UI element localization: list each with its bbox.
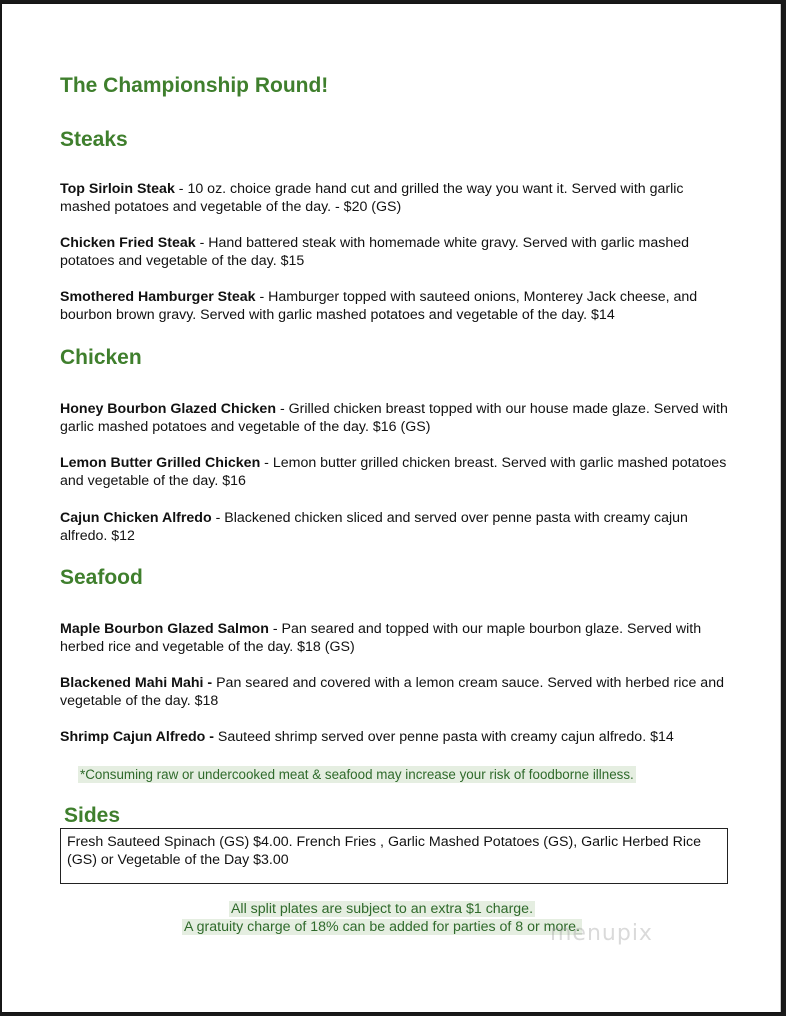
sides-box xyxy=(60,828,728,884)
menu-item xyxy=(60,728,732,746)
menu-item xyxy=(60,454,732,490)
item-description: - Hamburger topped with sauteed onions, Monterey Jack cheese, and bourbon brown gravy. Served with garlic mashed potatoes and vegetable of the day. $14 xyxy=(60,289,698,323)
item-description: - Lemon butter grilled chicken breast. Served with garlic mashed potatoes and vegetable of the day. $16 xyxy=(60,455,727,489)
menu-item xyxy=(60,234,732,270)
item-description: - Hand battered steak with homemade white gravy. Served with garlic mashed potatoes and vegetable of the day. $15 xyxy=(60,235,690,269)
item-name: Lemon Butter Grilled Chicken xyxy=(60,455,261,471)
item-description: - 10 oz. choice grade hand cut and grilled the way you want it. Served with garlic mashed potatoes and vegetable of the day. - $20 (GS) xyxy=(60,181,684,215)
sides-text: Fresh Sauteed Spinach (GS) $4.00. French Fries , Garlic Mashed Potatoes (GS), Garlic Herbed Rice (GS) or Vegetable of the Day $3.00 xyxy=(67,834,701,868)
item-name: Shrimp Cajun Alfredo - xyxy=(60,729,214,745)
food-safety-warning: *Consuming raw or undercooked meat & seafood may increase your risk of foodborne illness. xyxy=(80,767,634,782)
footer-notes xyxy=(152,900,612,936)
split-plate-note: All split plates are subject to an extra $1 charge. xyxy=(230,901,534,917)
item-description: - Blackened chicken sliced and served over penne pasta with creamy cajun alfredo. $12 xyxy=(60,510,688,544)
item-name: Cajun Chicken Alfredo xyxy=(60,510,212,526)
item-description: - Grilled chicken breast topped with our house made glaze. Served with garlic mashed potatoes and vegetable of the day. $16 (GS) xyxy=(60,401,728,435)
section-heading-steaks: Steaks xyxy=(60,128,128,151)
menu-title: The Championship Round! xyxy=(60,74,329,97)
section-heading-seafood: Seafood xyxy=(60,566,143,589)
menu-item xyxy=(60,400,732,436)
menu-page xyxy=(2,4,781,1012)
item-description: - Pan seared and topped with our maple bourbon glaze. Served with herbed rice and vegetable of the day. $18 (GS) xyxy=(60,621,702,655)
item-name: Honey Bourbon Glazed Chicken xyxy=(60,401,276,417)
item-name: Blackened Mahi Mahi - xyxy=(60,675,213,691)
item-name: Chicken Fried Steak xyxy=(60,235,196,251)
menu-item xyxy=(60,180,732,216)
menu-item xyxy=(60,674,732,710)
gratuity-note: A gratuity charge of 18% can be added for parties of 8 or more. xyxy=(184,919,580,935)
section-heading-chicken: Chicken xyxy=(60,346,142,369)
item-description: Pan seared and covered with a lemon cream sauce. Served with herbed rice and vegetable of the day. $18 xyxy=(60,675,724,709)
menupix-watermark: menupix xyxy=(550,921,653,946)
page-edge xyxy=(780,4,781,1012)
item-name: Maple Bourbon Glazed Salmon xyxy=(60,621,269,637)
menu-item xyxy=(60,620,732,656)
item-description: Sauteed shrimp served over penne pasta with creamy cajun alfredo. $14 xyxy=(213,729,674,745)
item-name: Smothered Hamburger Steak xyxy=(60,289,256,305)
menu-item xyxy=(60,509,732,545)
item-name: Top Sirloin Steak xyxy=(60,181,175,197)
section-heading-sides: Sides xyxy=(64,804,121,827)
menu-item xyxy=(60,288,732,324)
